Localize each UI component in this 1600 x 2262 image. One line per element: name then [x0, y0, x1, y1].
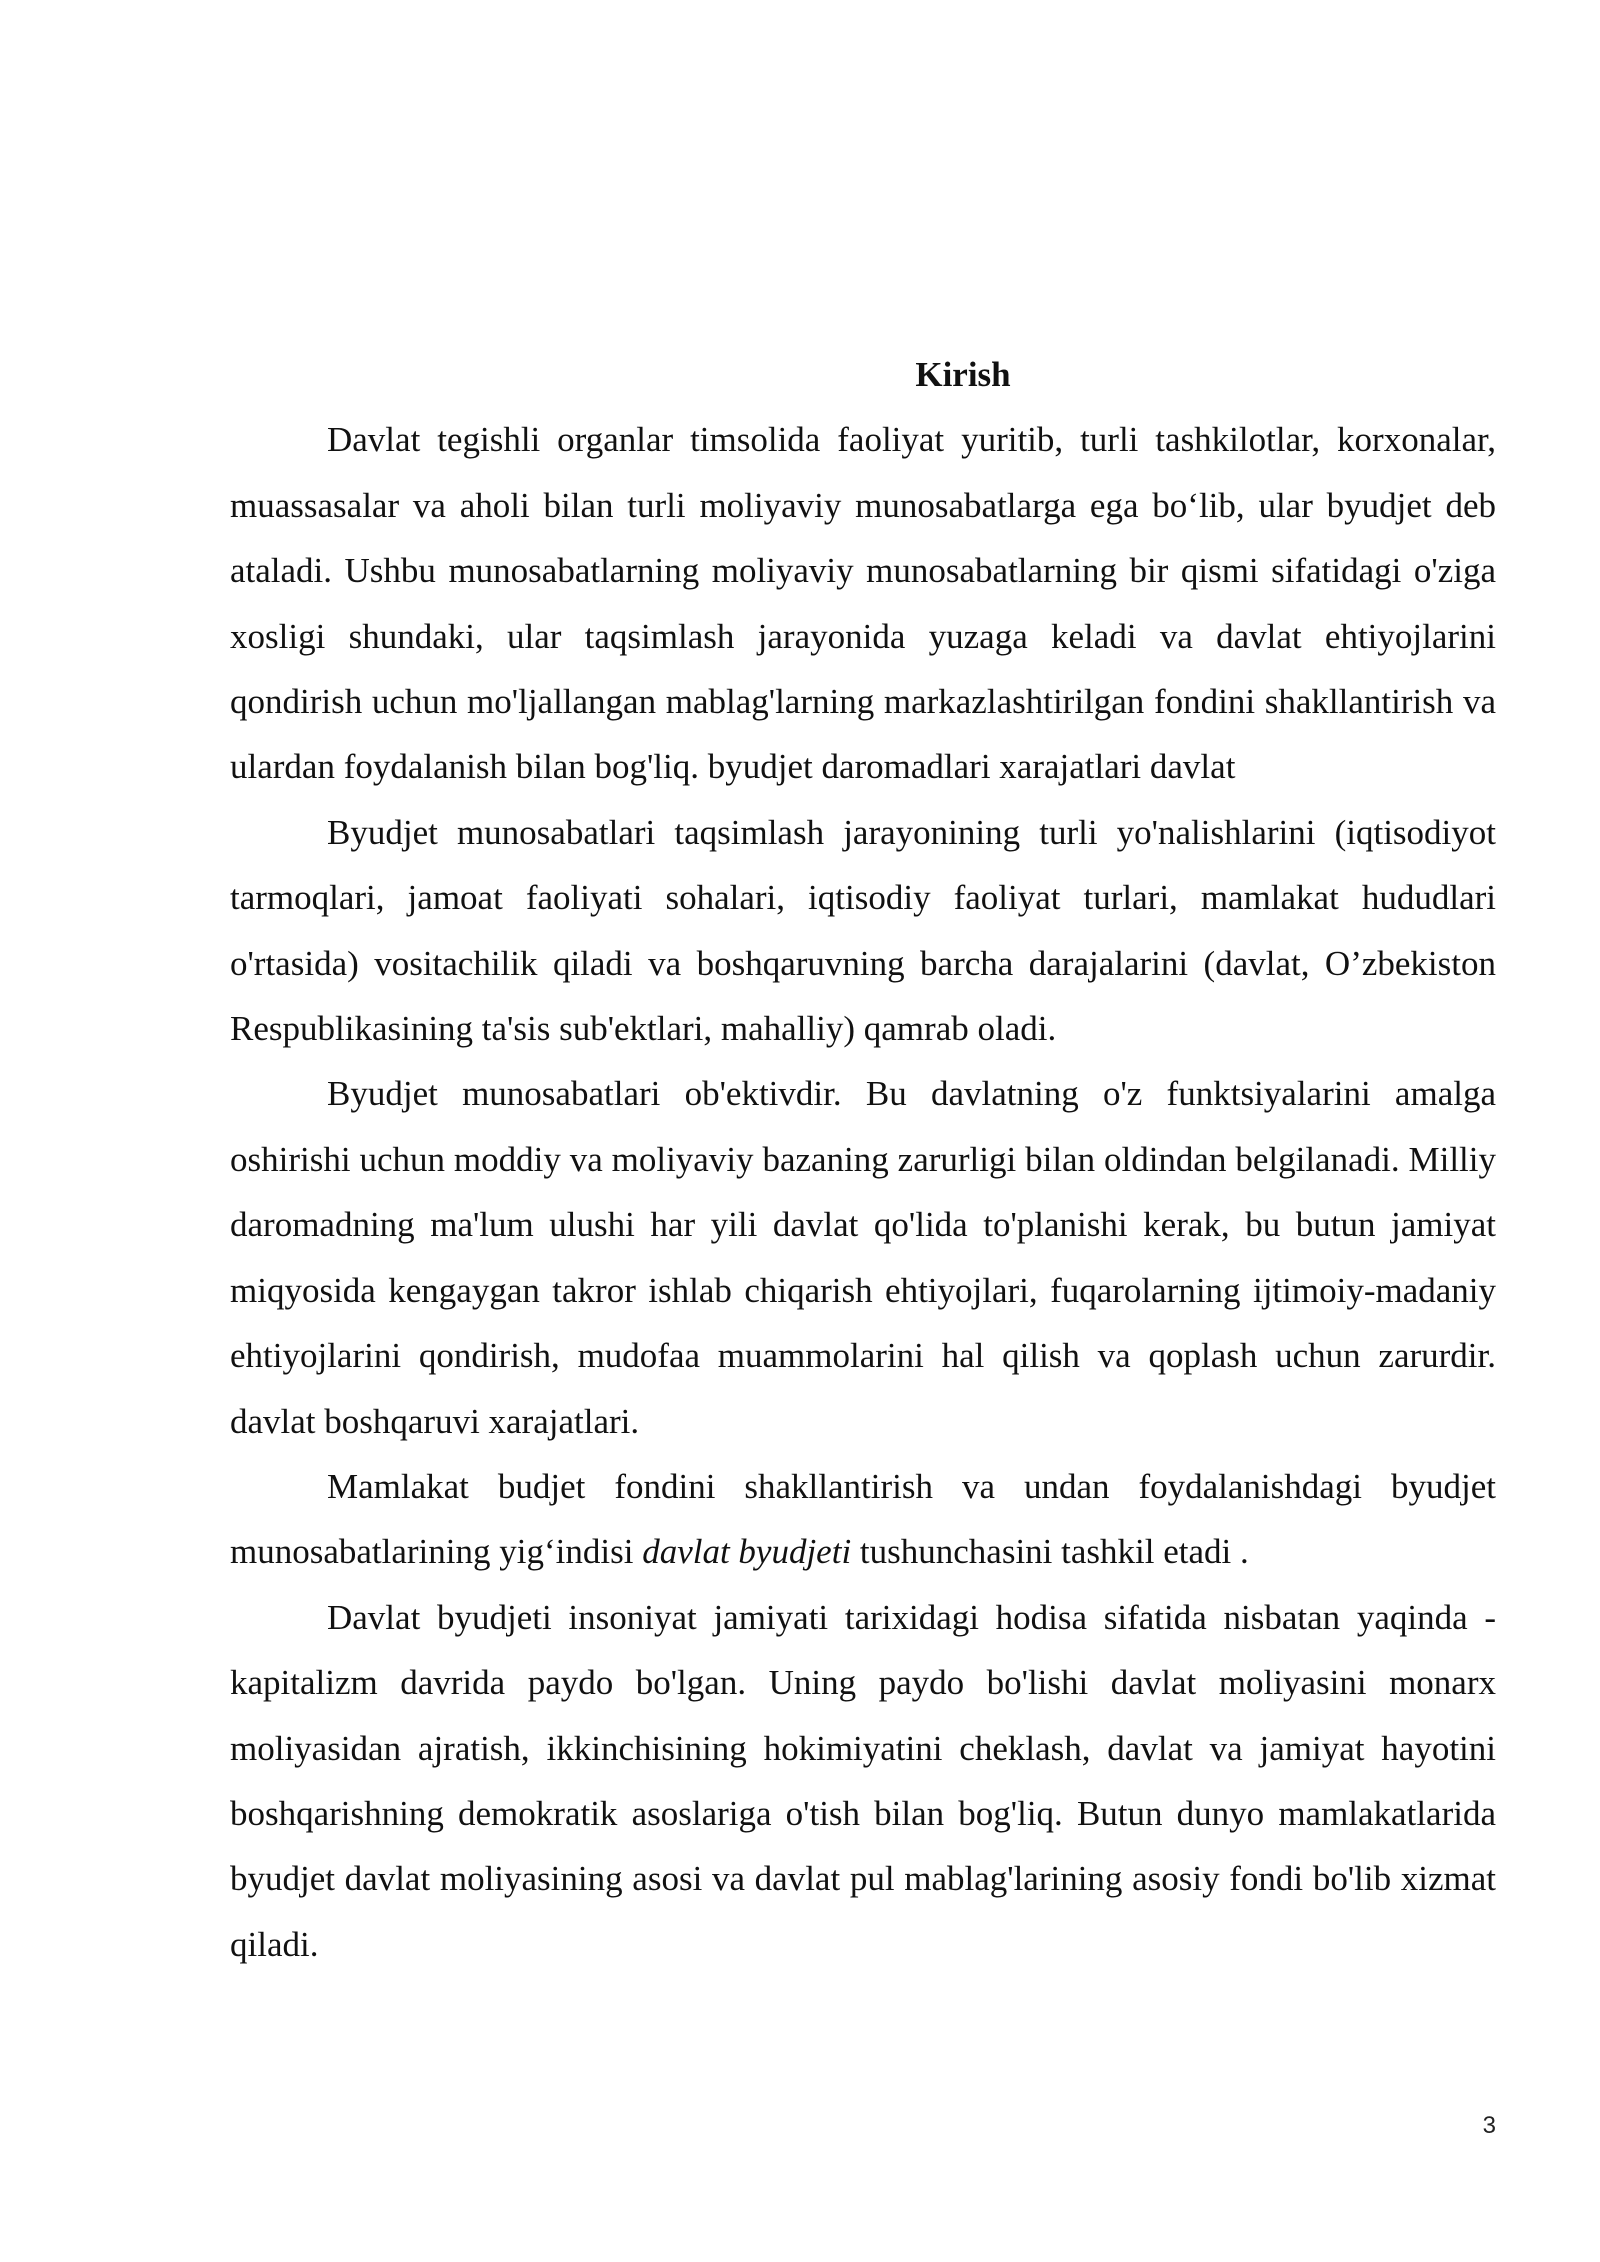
paragraph-4 [230, 1454, 1496, 1585]
paragraph-4-text-start: Mamlakat budjet fondini shakllantirish va undan foydalanishdagi byudjet munosabatlarining yig‘indisi [230, 1466, 1496, 1572]
paragraph-2: Byudjet munosabatlari taqsimlash jarayonining turli yo'nalishlarini (iqtisodiyot tarmoqlari, jamoat faoliyati sohalari, iqtisodiy faoliyat turlari, mamlakat hududlari o'rtasida) vositachilik qiladi va boshqaruvning barcha darajalarini (davlat, O’zbekiston Respublikasining ta'sis sub'ektlari, mahalliy) qamrab oladi. [230, 812, 1496, 1049]
paragraph-4-text-end: tushunchasini tashkil etadi . [851, 1532, 1249, 1572]
paragraph-5: Davlat byudjeti insoniyat jamiyati tarixidagi hodisa sifatida nisbatan yaqinda - kapitalizm davrida paydo bo'lgan. Uning paydo bo'lishi davlat moliyasini monarx moliyasidan ajratish, ikkinchisining hokimiyatini cheklash, davlat va jamiyat hayotini boshqarishning demokratik asoslariga o'tish bilan bog'liq. Butun dunyo mamlakatlarida byudjet davlat moliyasining asosi va davlat pul mablag'larining asosiy fondi bo'lib xizmat qiladi. [230, 1597, 1496, 1964]
page-number: 3 [1482, 2112, 1496, 2139]
paragraph-3: Byudjet munosabatlari ob'ektivdir. Bu davlatning o'z funktsiyalarini amalga oshirishi uchun moddiy va moliyaviy bazaning zarurligi bilan oldindan belgilanadi. Milliy daromadning ma'lum ulushi har yili davlat qo'lida to'planishi kerak, bu butun jamiyat miqyosida kengaygan takror ishlab chiqarish ehtiyojlari, fuqarolarning ijtimoiy-madaniy ehtiyojlarini qondirish, mudofaa muammolarini hal qilish va qoplash uchun zarurdir. davlat boshqaruvi xarajatlari. [230, 1074, 1496, 1441]
paragraph-1: Davlat tegishli organlar timsolida faoliyat yuritib, turli tashkilotlar, korxonalar, muassasalar va aholi bilan turli moliyaviy munosabatlarga ega bo‘lib, ular byudjet deb ataladi. Ushbu munosabatlarning moliyaviy munosabatlarning bir qismi sifatidagi o'ziga xosligi shundaki, ular taqsimlash jarayonida yuzaga keladi va davlat ehtiyojlarini qondirish uchun mo'ljallangan mablag'larning markazlashtirilgan fondini shakllantirish va ulardan foydalanish bilan bog'liq. byudjet daromadlari xarajatlari davlat [230, 420, 1496, 787]
page-body [230, 342, 1496, 1977]
italic-term: davlat byudjeti [642, 1532, 852, 1572]
section-title: Kirish [915, 355, 1011, 394]
